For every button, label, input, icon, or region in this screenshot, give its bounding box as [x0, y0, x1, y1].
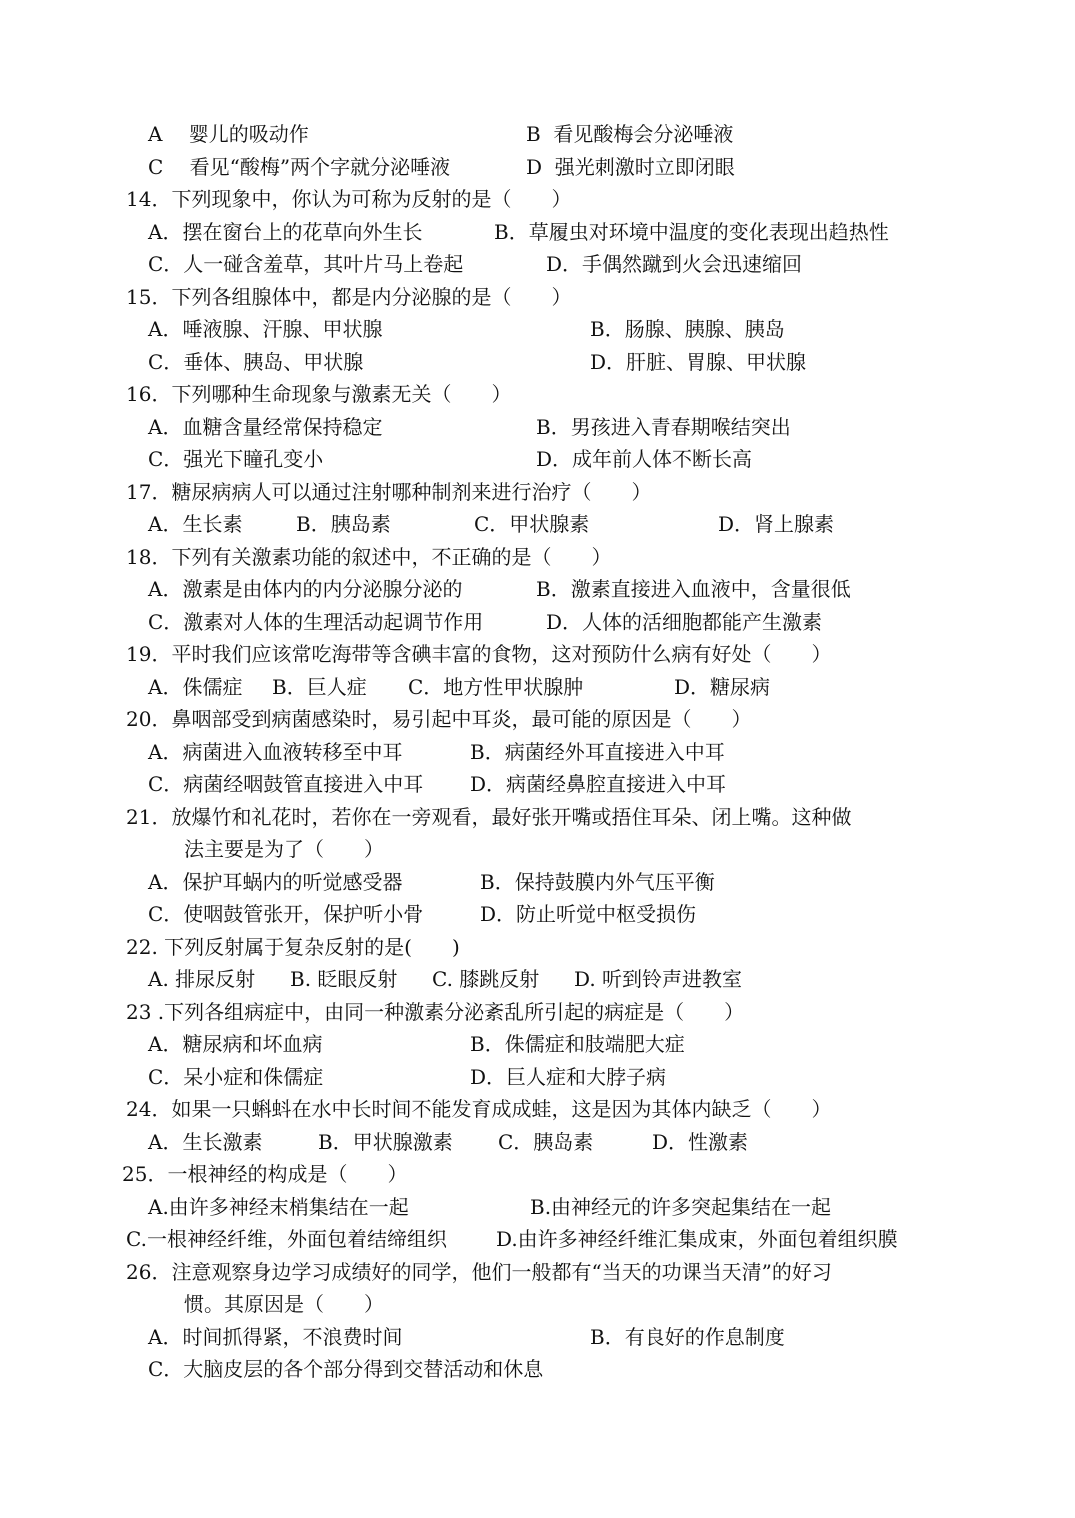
- question-26-options-row-1: [0, 1321, 785, 1353]
- question-20-stem: [0, 703, 752, 735]
- question-20-options-row-2: [0, 768, 727, 800]
- option-text: C. 膝跳反射: [432, 967, 540, 991]
- question-17-stem: [0, 476, 652, 508]
- option-text: B．男孩进入青春期喉结突出: [536, 415, 791, 439]
- question-21-options-row-1: [0, 866, 715, 898]
- option-text: A 婴儿的吸动作: [148, 122, 309, 146]
- option-text: C.一根神经纤维，外面包着结缔组织: [126, 1227, 447, 1251]
- option-text: A. 排尿反射: [148, 967, 256, 991]
- option-text: B．甲状腺激素: [318, 1130, 453, 1154]
- option-text: C．大脑皮层的各个部分得到交替活动和休息: [148, 1357, 544, 1381]
- question-23-options-row-1: [0, 1028, 685, 1060]
- question-25-options-row-2: [0, 1223, 898, 1255]
- option-text: D．人体的活细胞都能产生激素: [546, 610, 823, 634]
- option-text: C．胰岛素: [498, 1130, 594, 1154]
- question-26-stem: [0, 1256, 832, 1288]
- question-19-options: [0, 671, 771, 703]
- option-text: D．手偶然蹴到火会迅速缩回: [546, 252, 803, 276]
- option-text: D．防止听觉中枢受损伤: [480, 902, 697, 926]
- question-21-stem: [0, 801, 852, 833]
- option-text: B．侏儒症和肢端肥大症: [470, 1032, 685, 1056]
- option-text: C．人一碰含羞草，其叶片马上卷起: [148, 252, 464, 276]
- option-text: B．巨人症: [272, 675, 367, 699]
- option-text: D.由许多神经纤维汇集成束，外面包着组织膜: [496, 1227, 898, 1251]
- question-23-stem: [0, 996, 745, 1028]
- question-13-options-row-2: [0, 151, 735, 183]
- option-text: B．有良好的作息制度: [590, 1325, 785, 1349]
- option-text: A．血糖含量经常保持稳定: [148, 415, 383, 439]
- question-19-stem: [0, 638, 832, 670]
- question-26-options-row-2: [0, 1353, 544, 1385]
- question-16-options-row-1: [0, 411, 791, 443]
- question-13-options-row-1: [0, 118, 734, 150]
- option-text: A．侏儒症: [148, 675, 243, 699]
- option-text: C．垂体、胰岛、甲状腺: [148, 350, 364, 374]
- question-23-options-row-2: [0, 1061, 667, 1093]
- question-text: 18．下列有关激素功能的叙述中，不正确的是（ ）: [126, 545, 612, 569]
- question-text: 法主要是为了（ ）: [184, 837, 384, 861]
- question-25-stem: [0, 1158, 408, 1190]
- question-text: 21．放爆竹和礼花时，若你在一旁观看，最好张开嘴或捂住耳朵、闭上嘴。这种做: [126, 805, 852, 829]
- option-text: B.由神经元的许多突起集结在一起: [530, 1195, 832, 1219]
- question-text: 14．下列现象中，你认为可称为反射的是（ ）: [126, 187, 572, 211]
- question-15-options-row-2: [0, 346, 807, 378]
- option-text: D．肾上腺素: [718, 512, 835, 536]
- option-text: A．糖尿病和坏血病: [148, 1032, 323, 1056]
- option-text: C．强光下瞳孔变小: [148, 447, 324, 471]
- option-text: A．保护耳蜗内的听觉感受器: [148, 870, 403, 894]
- option-text: B．保持鼓膜内外气压平衡: [480, 870, 715, 894]
- question-text: 17．糖尿病病人可以通过注射哪种制剂来进行治疗（ ）: [126, 480, 652, 504]
- option-text: A．唾液腺、汗腺、甲状腺: [148, 317, 383, 341]
- question-text: 22. 下列反射属于复杂反射的是( ): [126, 935, 460, 959]
- question-17-options: [0, 508, 835, 540]
- option-text: D. 听到铃声进教室: [574, 967, 743, 991]
- question-22-stem: [0, 931, 460, 963]
- option-text: B. 眨眼反射: [290, 967, 398, 991]
- question-26-stem-continued: [0, 1288, 384, 1320]
- option-text: C．激素对人体的生理活动起调节作用: [148, 610, 484, 634]
- option-text: B．胰岛素: [296, 512, 391, 536]
- question-18-stem: [0, 541, 612, 573]
- question-text: 26．注意观察身边学习成绩好的同学，他们一般都有“当天的功课当天清”的好习: [126, 1260, 832, 1284]
- question-14-options-row-1: [0, 216, 889, 248]
- option-text: B．病菌经外耳直接进入中耳: [470, 740, 725, 764]
- question-text: 15．下列各组腺体中，都是内分泌腺的是（ ）: [126, 285, 572, 309]
- question-14-stem: [0, 183, 572, 215]
- option-text: B．肠腺、胰腺、胰岛: [590, 317, 785, 341]
- option-text: C．病菌经咽鼓管直接进入中耳: [148, 772, 424, 796]
- option-text: A．病菌进入血液转移至中耳: [148, 740, 403, 764]
- option-text: C．使咽鼓管张开，保护听小骨: [148, 902, 424, 926]
- question-16-options-row-2: [0, 443, 753, 475]
- question-text: 19．平时我们应该常吃海带等含碘丰富的食物，这对预防什么病有好处（ ）: [126, 642, 832, 666]
- question-text: 20．鼻咽部受到病菌感染时，易引起中耳炎，最可能的原因是（ ）: [126, 707, 752, 731]
- question-22-options: [0, 963, 743, 995]
- question-text: 16．下列哪种生命现象与激素无关（ ）: [126, 382, 512, 406]
- question-18-options-row-1: [0, 573, 851, 605]
- question-21-stem-continued: [0, 833, 384, 865]
- option-text: A．时间抓得紧，不浪费时间: [148, 1325, 403, 1349]
- question-20-options-row-1: [0, 736, 725, 768]
- option-text: A．生长素: [148, 512, 243, 536]
- option-text: A.由许多神经末梢集结在一起: [148, 1195, 409, 1219]
- option-text: D．成年前人体不断长高: [536, 447, 753, 471]
- option-text: C．地方性甲状腺肿: [408, 675, 584, 699]
- option-text: A．激素是由体内的内分泌腺分泌的: [148, 577, 463, 601]
- question-text: 23 .下列各组病症中，由同一种激素分泌紊乱所引起的病症是（ ）: [126, 1000, 745, 1024]
- option-text: A．生长激素: [148, 1130, 263, 1154]
- option-text: D．肝脏、胃腺、甲状腺: [590, 350, 807, 374]
- question-text: 惯。其原因是（ ）: [184, 1292, 384, 1316]
- option-text: A．摆在窗台上的花草向外生长: [148, 220, 423, 244]
- option-text: B．激素直接进入血液中，含量很低: [536, 577, 851, 601]
- option-text: C．呆小症和侏儒症: [148, 1065, 324, 1089]
- question-21-options-row-2: [0, 898, 697, 930]
- option-text: D．病菌经鼻腔直接进入中耳: [470, 772, 727, 796]
- question-text: 24．如果一只蝌蚪在水中长时间不能发育成成蛙，这是因为其体内缺乏（ ）: [126, 1097, 832, 1121]
- question-24-stem: [0, 1093, 832, 1125]
- question-15-stem: [0, 281, 572, 313]
- option-text: B．草履虫对环境中温度的变化表现出趋热性: [494, 220, 889, 244]
- question-18-options-row-2: [0, 606, 823, 638]
- question-text: 25．一根神经的构成是（ ）: [122, 1162, 408, 1186]
- option-text: D．性激素: [652, 1130, 749, 1154]
- question-16-stem: [0, 378, 512, 410]
- question-15-options-row-1: [0, 313, 785, 345]
- option-text: D 强光刺激时立即闭眼: [526, 155, 735, 179]
- option-text: B 看见酸梅会分泌唾液: [526, 122, 734, 146]
- question-24-options: [0, 1126, 749, 1158]
- question-14-options-row-2: [0, 248, 803, 280]
- option-text: C．甲状腺素: [474, 512, 590, 536]
- option-text: D．巨人症和大脖子病: [470, 1065, 667, 1089]
- question-25-options-row-1: [0, 1191, 832, 1223]
- option-text: C 看见“酸梅”两个字就分泌唾液: [148, 155, 451, 179]
- option-text: D．糖尿病: [674, 675, 771, 699]
